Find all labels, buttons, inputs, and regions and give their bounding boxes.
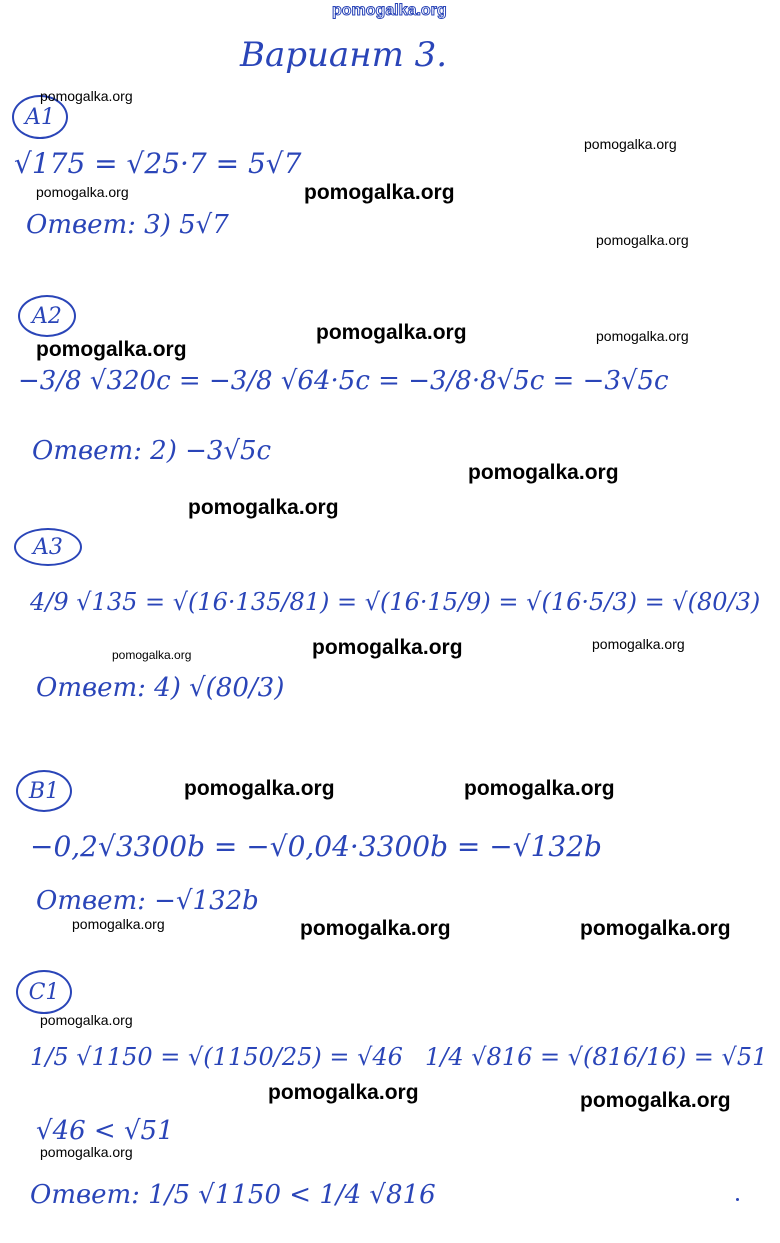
watermark: pomogalka.org [184,777,335,800]
task-a2-answer: Ответ: 2) −3√5c [32,436,272,466]
task-b1-solution: −0,2√3300b = −√0,04·3300b = −√132b [30,830,602,863]
task-a3-solution: 4/9 √135 = √(16·135/81) = √(16·15/9) = √(16·5/3) = √(80/3) [30,588,761,616]
task-c1-comparison: √46 < √51 [36,1116,174,1146]
watermark: pomogalka.org [268,1081,419,1104]
task-a1-solution: √175 = √25·7 = 5√7 [14,147,302,180]
watermark: pomogalka.org [596,328,689,344]
watermark: pomogalka.org [312,636,463,659]
watermark: pomogalka.org [464,777,615,800]
task-c1-answer: Ответ: 1/5 √1150 < 1/4 √816 [30,1180,436,1210]
task-label-a1: A1 [12,95,68,139]
task-c1-solution-2: 1/4 √816 = √(816/16) = √51 [425,1043,768,1071]
watermark: pomogalka.org [188,496,339,519]
watermark: pomogalka.org [592,636,685,652]
ink-dot [736,1198,739,1201]
watermark: pomogalka.org [40,1012,133,1028]
watermark: pomogalka.org [300,917,451,940]
watermark: pomogalka.org [468,461,619,484]
task-label-b1: B1 [16,770,72,812]
watermark: pomogalka.org [580,1089,731,1112]
watermark: pomogalka.org [72,916,165,932]
page-title: Вариант 3. [240,35,448,75]
header-site: pomogalka.org [332,2,447,19]
watermark: pomogalka.org [36,338,187,361]
task-label-c1: C1 [16,970,72,1014]
watermark: pomogalka.org [596,232,689,248]
task-a1-answer: Ответ: 3) 5√7 [26,210,229,240]
watermark: pomogalka.org [316,321,467,344]
task-a3-answer: Ответ: 4) √(80/3) [36,673,285,703]
watermark: pomogalka.org [580,917,731,940]
watermark: pomogalka.org [584,136,677,152]
watermark: pomogalka.org [40,88,133,104]
task-label-a2: A2 [18,295,76,337]
task-label-a3: A3 [14,528,82,566]
watermark: pomogalka.org [112,648,192,662]
task-a2-solution: −3/8 √320c = −3/8 √64·5c = −3/8·8√5c = −3√5c [18,366,669,396]
watermark: pomogalka.org [304,181,455,204]
task-c1-solution-1: 1/5 √1150 = √(1150/25) = √46 [30,1043,403,1071]
watermark: pomogalka.org [36,184,129,200]
watermark: pomogalka.org [40,1144,133,1160]
task-b1-answer: Ответ: −√132b [36,886,259,916]
